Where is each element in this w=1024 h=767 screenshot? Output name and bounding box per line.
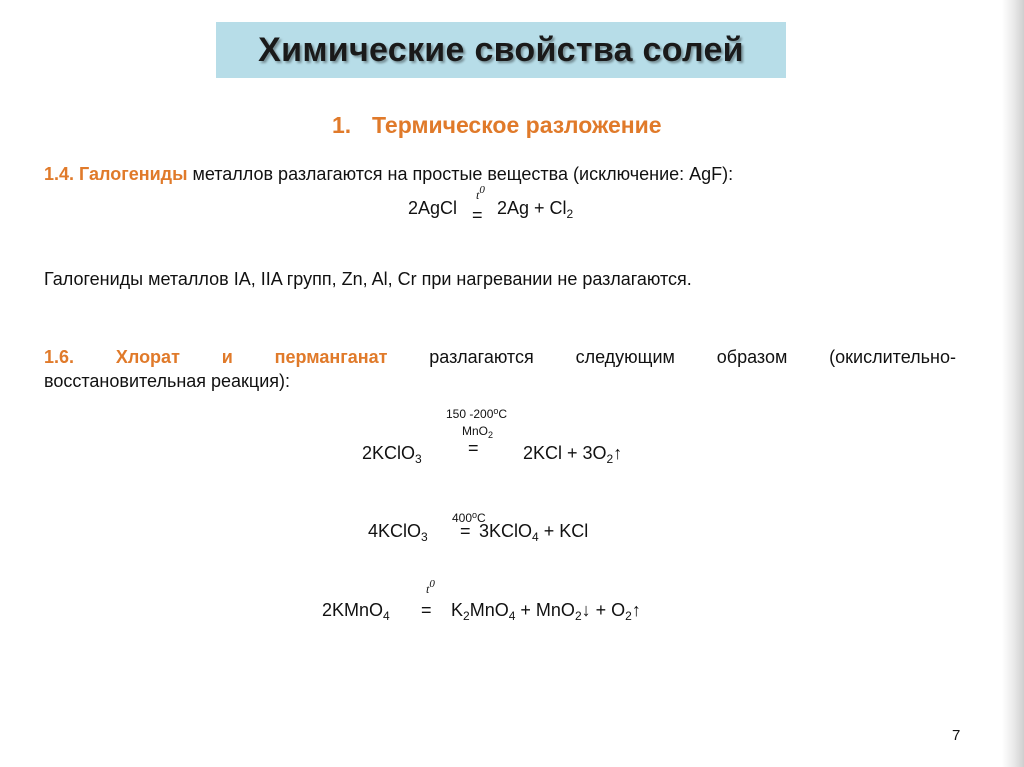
equation-agcl-sign: =: [472, 205, 483, 225]
paragraph-halides-text: металлов разлагаются на простые вещества (исключение: AgF):: [187, 164, 734, 184]
paragraph-chlorate-line1: 1.6. Хлорат и перманганат разлагаются следующим образом (окислительно-: [44, 347, 956, 367]
section-number: 1.: [332, 112, 352, 138]
equation-kclo3-rhs: $2KCl + 3O_2↑$: [523, 443, 623, 466]
equation-kclo3-sign: =: [468, 438, 479, 458]
equation-kclo3-lhs: 2KClO$_3$: [362, 443, 422, 466]
section-heading-text: Термическое разложение: [372, 112, 662, 138]
equation-kmno4-condition: $t^0$: [426, 578, 435, 596]
equation-perchlorate-condition: 400$^o$C: [452, 510, 486, 525]
equation-agcl: [408, 198, 457, 219]
equation-kmno4-rhs: $K_2MnO_4$ + MnO$_2$↓ + $O_2↑$: [451, 600, 641, 623]
equation-kmno4-sign: =: [421, 600, 432, 620]
equation-agcl-lhs: 2AgCl: [408, 198, 458, 218]
equation-agcl-rhs: $2Ag + Cl_2$: [497, 198, 574, 221]
equation-perchlorate-sign: =: [460, 521, 471, 541]
equation-kclo3-condition-temp: 150 -200$^o$C: [446, 406, 508, 421]
equation-kmno4-lhs: 2KMnO$_4$: [322, 600, 390, 623]
slide-title: Химические свойства солей: [258, 30, 744, 69]
paragraph-nondecomposing: Галогениды металлов IA, IIA групп, Zn, Al, Cr при нагревании не разлагаются.: [44, 269, 692, 289]
equation-agcl-condition: $t^0$: [476, 184, 485, 202]
equation-kclo3-condition-catalyst: MnO$_2$: [462, 424, 494, 440]
paragraph-halides: [44, 163, 733, 185]
section-heading: [332, 112, 662, 139]
paragraph-halides-label: 1.4. Галогениды: [44, 164, 188, 184]
equation-perchlorate-lhs: 4KClO$_3$: [368, 521, 428, 544]
title-banner: [216, 22, 786, 78]
page-number: 7: [952, 727, 961, 744]
paragraph-chlorate-line2: восстановительная реакция):: [44, 371, 291, 391]
equation-perchlorate-rhs: 3KClO$_4$ + KCl: [479, 521, 589, 544]
slide-edge-shadow: [1002, 0, 1024, 767]
